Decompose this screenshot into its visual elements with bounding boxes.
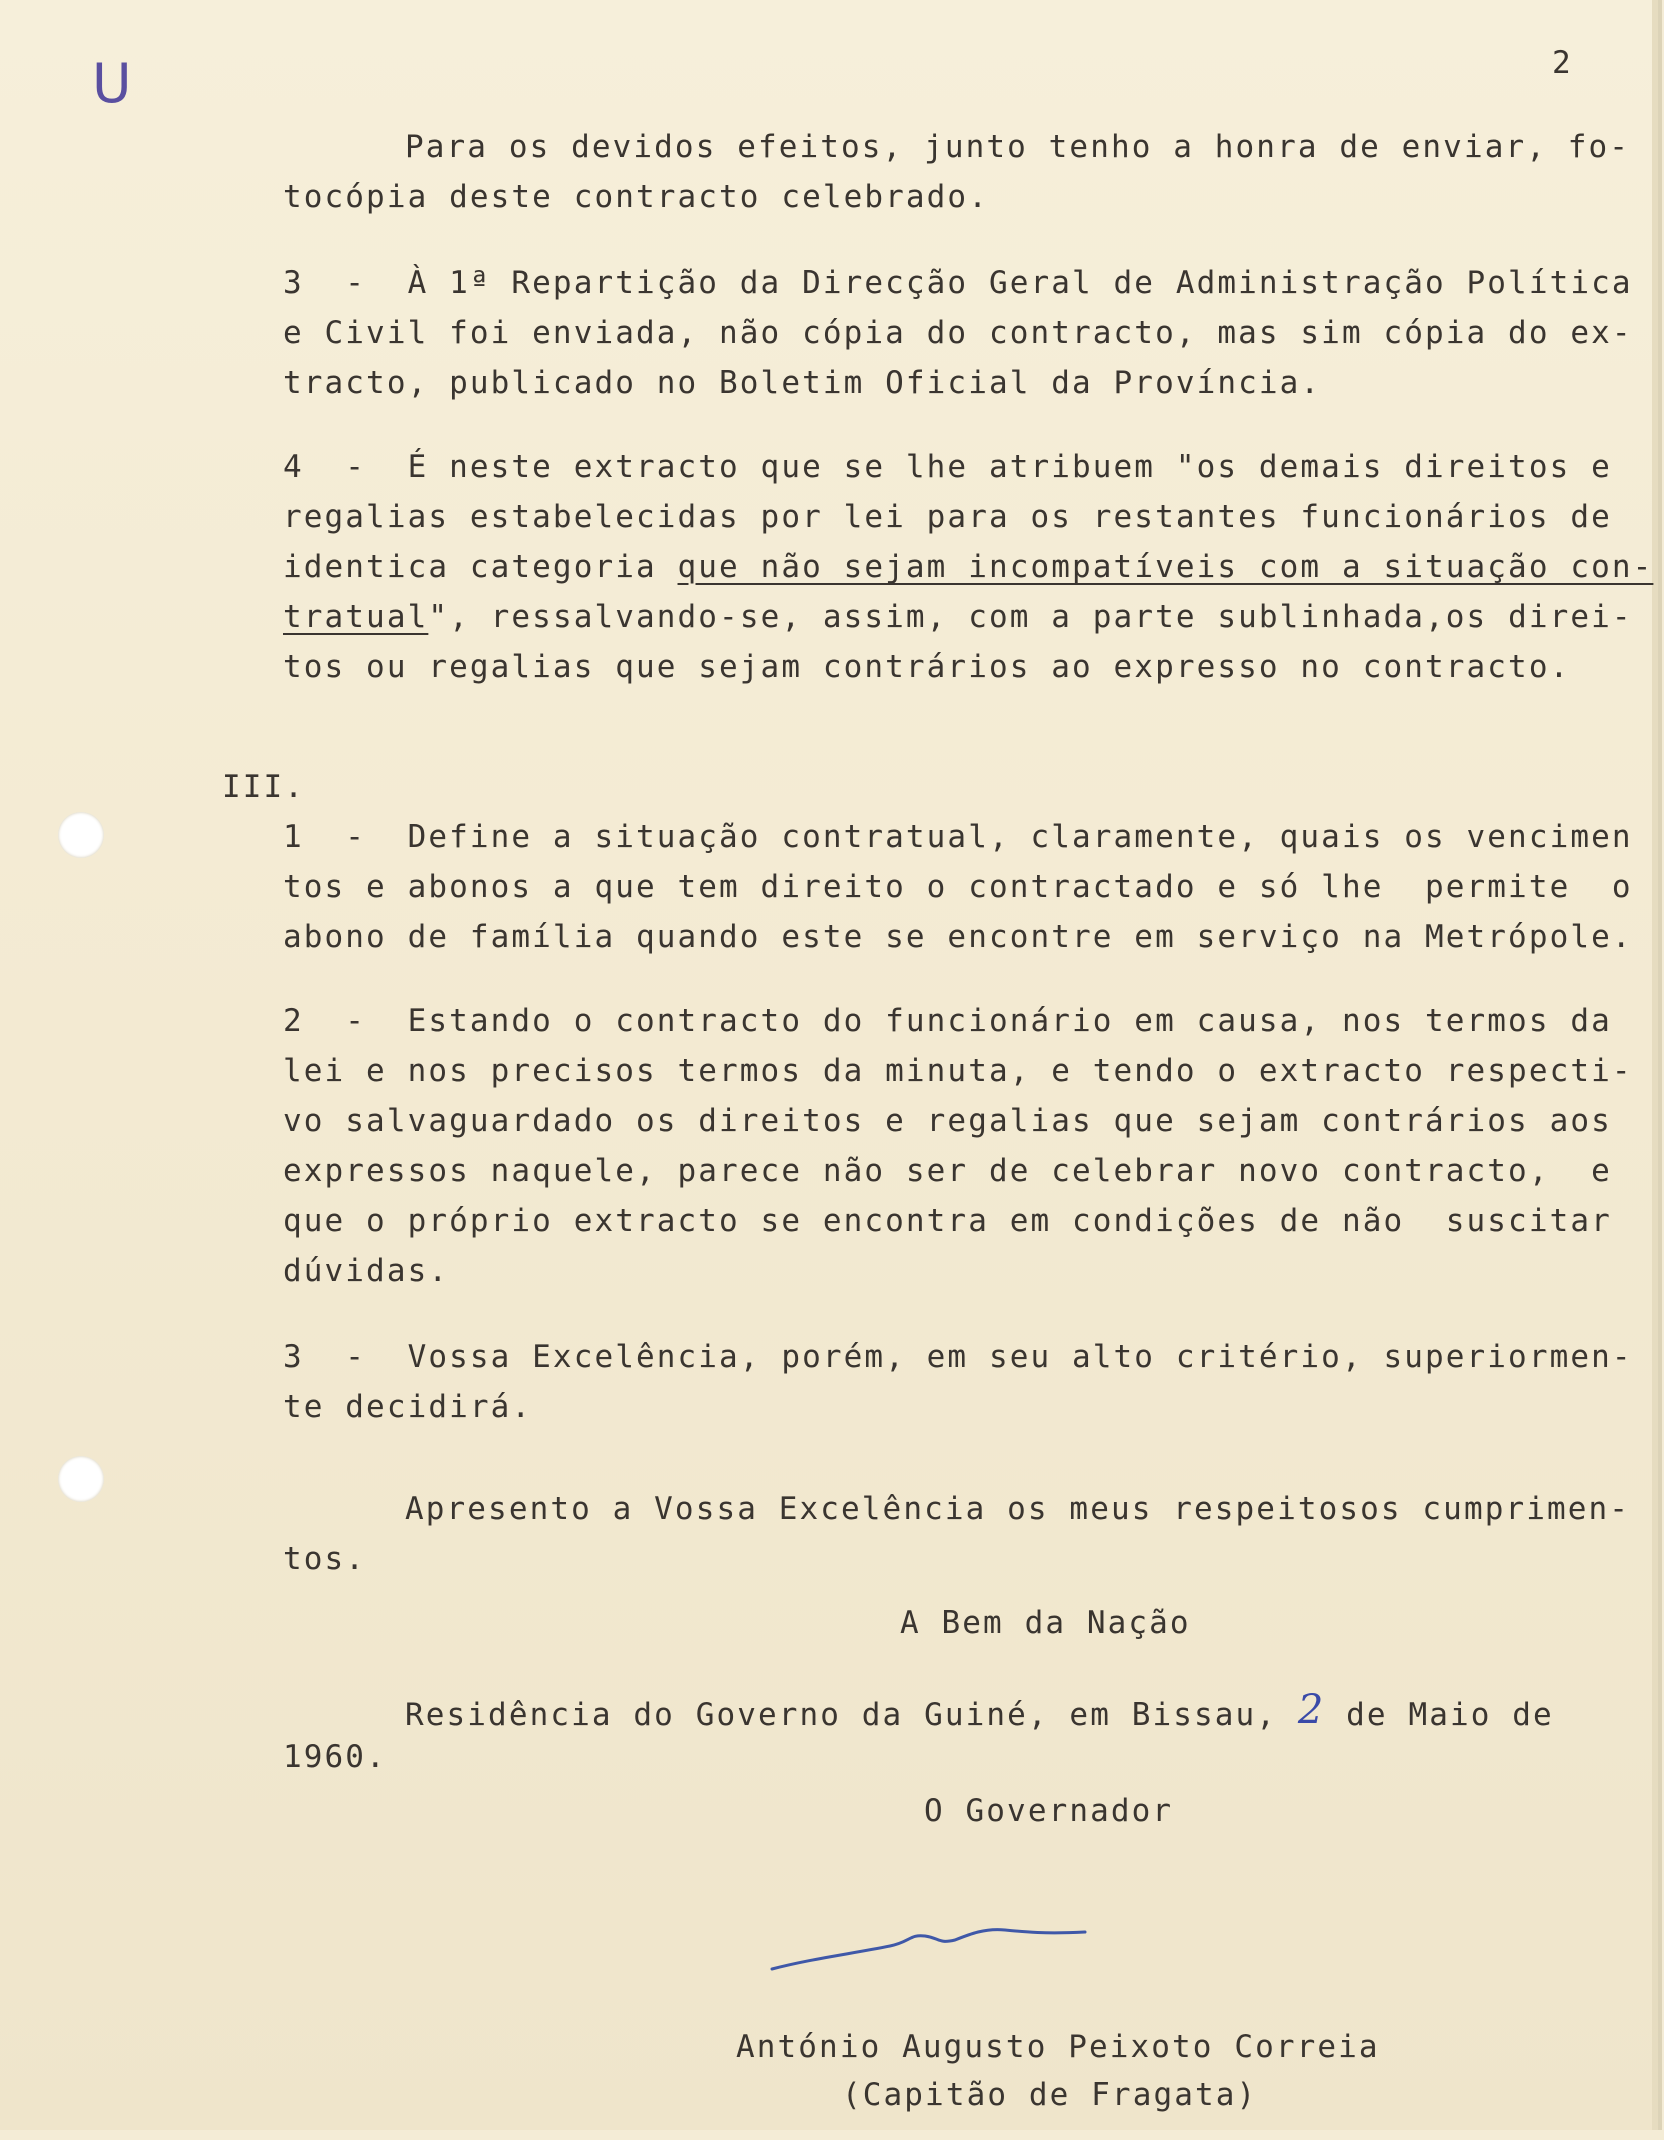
para-4-line-3-plain: identica categoria <box>283 549 678 585</box>
signature-scribble <box>760 1914 1100 1984</box>
para-4-line-1: 4 - É neste extracto que se lhe atribuem "os demais direitos e <box>283 449 1612 485</box>
iii-para-2-line-3: vo salvaguardado os direitos e regalias que sejam contrários aos <box>283 1103 1612 1139</box>
iii-para-1-line-2: tos e abonos a que tem direito o contractado e só lhe permite o <box>283 869 1633 905</box>
iii-para-1-line-1: 1 - Define a situação contratual, claramente, quais os vencimen <box>283 819 1633 855</box>
date-year: 1960. <box>283 1739 387 1775</box>
punch-hole-top <box>58 812 104 858</box>
iii-para-2-line-1: 2 - Estando o contracto do funcionário em causa, nos termos da <box>283 1003 1612 1039</box>
para-4-underlined-end: tratual <box>283 599 429 635</box>
iii-para-2-line-6: dúvidas. <box>283 1253 450 1289</box>
iii-para-3-line-2: te decidirá. <box>283 1389 533 1425</box>
place-date-month: de Maio de <box>1325 1697 1554 1733</box>
page-number: 2 <box>1552 45 1573 81</box>
para-4-underlined-phrase: que não sejam incompatíveis com a situação con- <box>677 549 1654 585</box>
corner-initial-mark: U <box>92 52 132 115</box>
intro-line-1: Para os devidos efeitos, junto tenho a honra de enviar, fo- <box>405 129 1631 165</box>
para-3-line-2: e Civil foi enviada, não cópia do contracto, mas sim cópia do ex- <box>283 315 1633 351</box>
para-4-line-2: regalias estabelecidas por lei para os restantes funcionários de <box>283 499 1612 535</box>
para-3-line-3: tracto, publicado no Boletim Oficial da Província. <box>283 365 1322 401</box>
governor-title: O Governador <box>924 1793 1174 1829</box>
place-date-text: Residência do Governo da Guiné, em Bissau, <box>405 1697 1298 1733</box>
iii-para-1-line-3: abono de família quando este se encontre em serviço na Metrópole. <box>283 919 1633 955</box>
closing-line-2: tos. <box>283 1541 367 1577</box>
iii-para-2-line-2: lei e nos precisos termos da minuta, e tendo o extracto respecti- <box>283 1053 1633 1089</box>
iii-para-3-line-1: 3 - Vossa Excelência, porém, em seu alto critério, superiormen- <box>283 1339 1633 1375</box>
punch-hole-bottom <box>58 1456 104 1502</box>
signatory-name: António Augusto Peixoto Correia <box>736 2029 1380 2065</box>
para-3-line-1: 3 - À 1ª Repartição da Direcção Geral de Administração Política <box>283 265 1633 301</box>
para-4-line-3 <box>283 549 1654 585</box>
place-date-line <box>405 1687 1554 1733</box>
handwritten-day: 2 <box>1297 1687 1326 1733</box>
section-iii-heading: III. <box>222 769 306 805</box>
iii-para-2-line-5: que o próprio extracto se encontra em condições de não suscitar <box>283 1203 1612 1239</box>
motto: A Bem da Nação <box>900 1605 1191 1641</box>
para-4-line-4-plain: ", ressalvando-se, assim, com a parte sublinhada,os direi- <box>428 599 1633 635</box>
intro-line-2: tocópia deste contracto celebrado. <box>283 179 989 215</box>
signatory-rank: (Capitão de Fragata) <box>842 2077 1258 2113</box>
closing-line-1: Apresento a Vossa Excelência os meus respeitosos cumprimen- <box>405 1491 1631 1527</box>
para-4-line-5: tos ou regalias que sejam contrários ao expresso no contracto. <box>283 649 1571 685</box>
para-4-line-4 <box>283 599 1633 635</box>
iii-para-2-line-4: expressos naquele, parece não ser de celebrar novo contracto, e <box>283 1153 1612 1189</box>
